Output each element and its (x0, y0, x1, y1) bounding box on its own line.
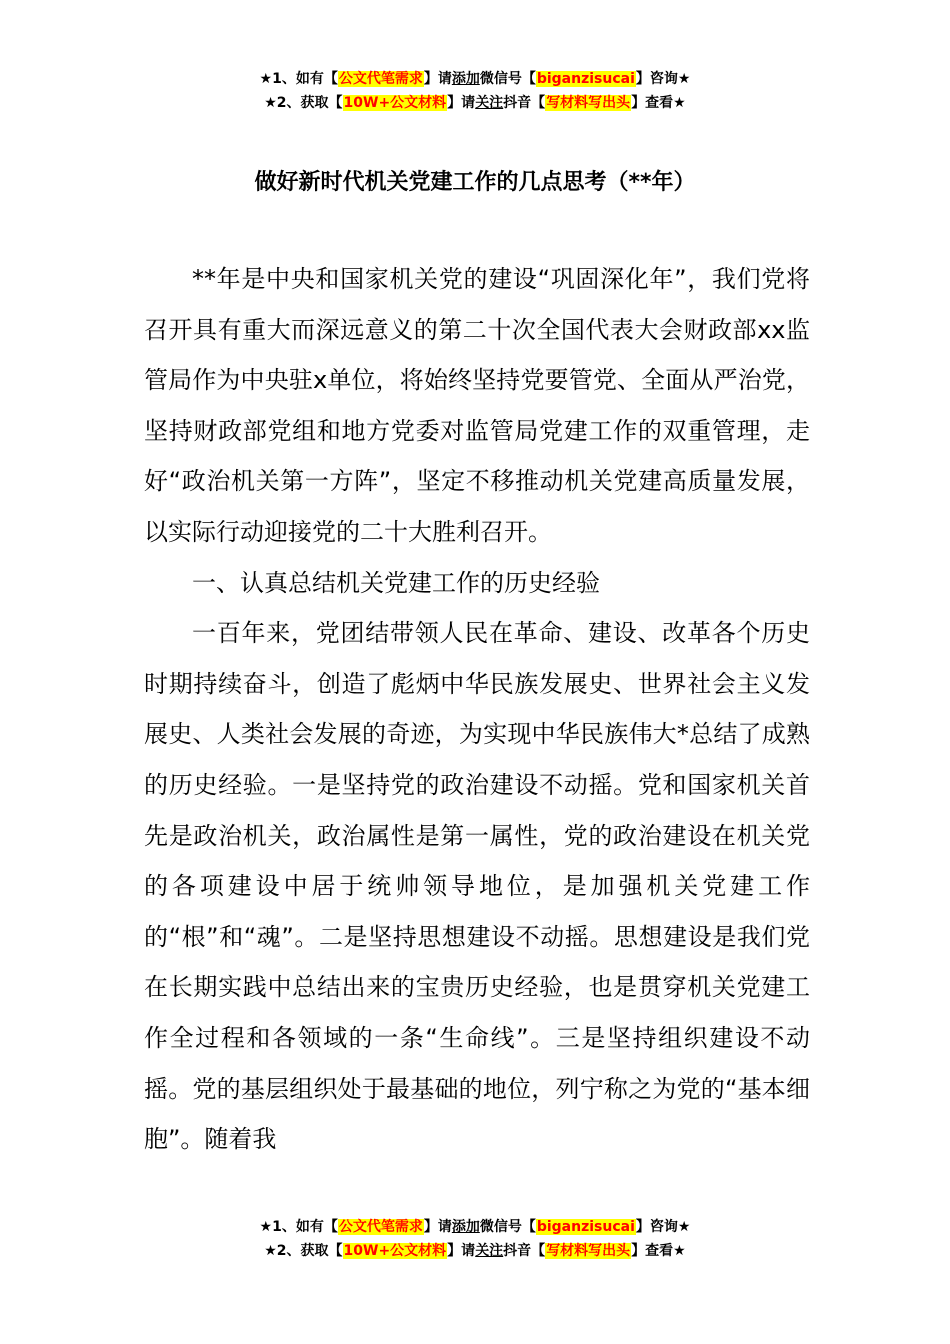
banner-highlight: biganzisucai (536, 1219, 635, 1235)
banner-text: ★1、如有【 (259, 1219, 338, 1235)
document-title: 做好新时代机关党建工作的几点思考（**年） (254, 170, 696, 195)
banner-highlight: biganzisucai (536, 71, 635, 87)
body-paragraph: **年是中央和国家机关党的建设“巩固深化年”，我们党将召开具有重大而深远意义的第二十次全国代表大会财政部xx监管局作为中央驻x单位，将始终坚持党要管党、全面从严治党，坚持财政部党组和地方党委对监管局党建工作的双重管理，走好“政治机关第一方阵”，坚定不移推动机关党建高质量发展，以实际行动迎接党的二十大胜利召开。 (144, 265, 810, 546)
banner-text: 】咨询★ (635, 1219, 691, 1235)
body-paragraph: 一百年来，党团结带领人民在革命、建设、改革各个历史时期持续奋斗，创造了彪炳中华民族发展史、世界社会主义发展史、人类社会发展的奇迹，为实现中华民族伟大*总结了成熟的历史经验。一是坚持党的政治建设不动摇。党和国家机关首先是政治机关，政治属性是第一属性，党的政治建设在机关党的各项建设中居于统帅领导地位，是加强机关党建工作的“根”和“魂”。二是坚持思想建设不动摇。思想建设是我们党在长期实践中总结出来的宝贵历史经验，也是贯穿机关党建工作全过程和各领域的一条“生命线”。三是坚持组织建设不动摇。党的基层组织处于最基础的地位，列宁称之为党的“基本细胞”。随着我 (144, 619, 810, 1154)
banner-text: ★1、如有【 (259, 71, 338, 87)
banner-line-1 (0, 1215, 950, 1239)
document-body (144, 254, 810, 1165)
banner-text: 】请 (447, 95, 476, 111)
banner-text: 】查看★ (631, 1243, 686, 1259)
banner-text: 】咨询★ (635, 71, 691, 87)
banner-text: 】请 (423, 1219, 452, 1235)
section-heading: 一、认真总结机关党建工作的历史经验 (192, 568, 600, 597)
banner-text: ★2、获取【 (264, 1243, 343, 1259)
banner-text: 抖音【 (503, 1243, 546, 1259)
banner-text: 】查看★ (631, 95, 686, 111)
banner-highlight: 写材料写出头 (546, 95, 631, 111)
banner-highlight: 写材料写出头 (546, 1243, 631, 1259)
banner-text: 】请 (423, 71, 452, 87)
banner-text: 】请 (447, 1243, 476, 1259)
banner-text: 微信号【 (479, 71, 536, 87)
banner-text: 抖音【 (503, 95, 546, 111)
banner-line-1 (0, 67, 950, 91)
banner-text: ★2、获取【 (264, 95, 343, 111)
banner-text: 微信号【 (479, 1219, 536, 1235)
banner-highlight: 公文代笔需求 (338, 71, 423, 87)
banner-emphasis: 关注 (475, 1243, 504, 1259)
banner-highlight: 10W+公文材料 (343, 1243, 447, 1259)
banner-highlight: 公文代笔需求 (338, 1219, 423, 1235)
banner-emphasis: 关注 (475, 95, 504, 111)
banner-emphasis: 添加 (451, 1219, 480, 1235)
banner-emphasis: 添加 (451, 71, 480, 87)
banner-line-2 (0, 91, 950, 115)
header-banner (0, 67, 950, 115)
footer-banner (0, 1215, 950, 1263)
banner-highlight: 10W+公文材料 (343, 95, 447, 111)
banner-line-2 (0, 1239, 950, 1263)
